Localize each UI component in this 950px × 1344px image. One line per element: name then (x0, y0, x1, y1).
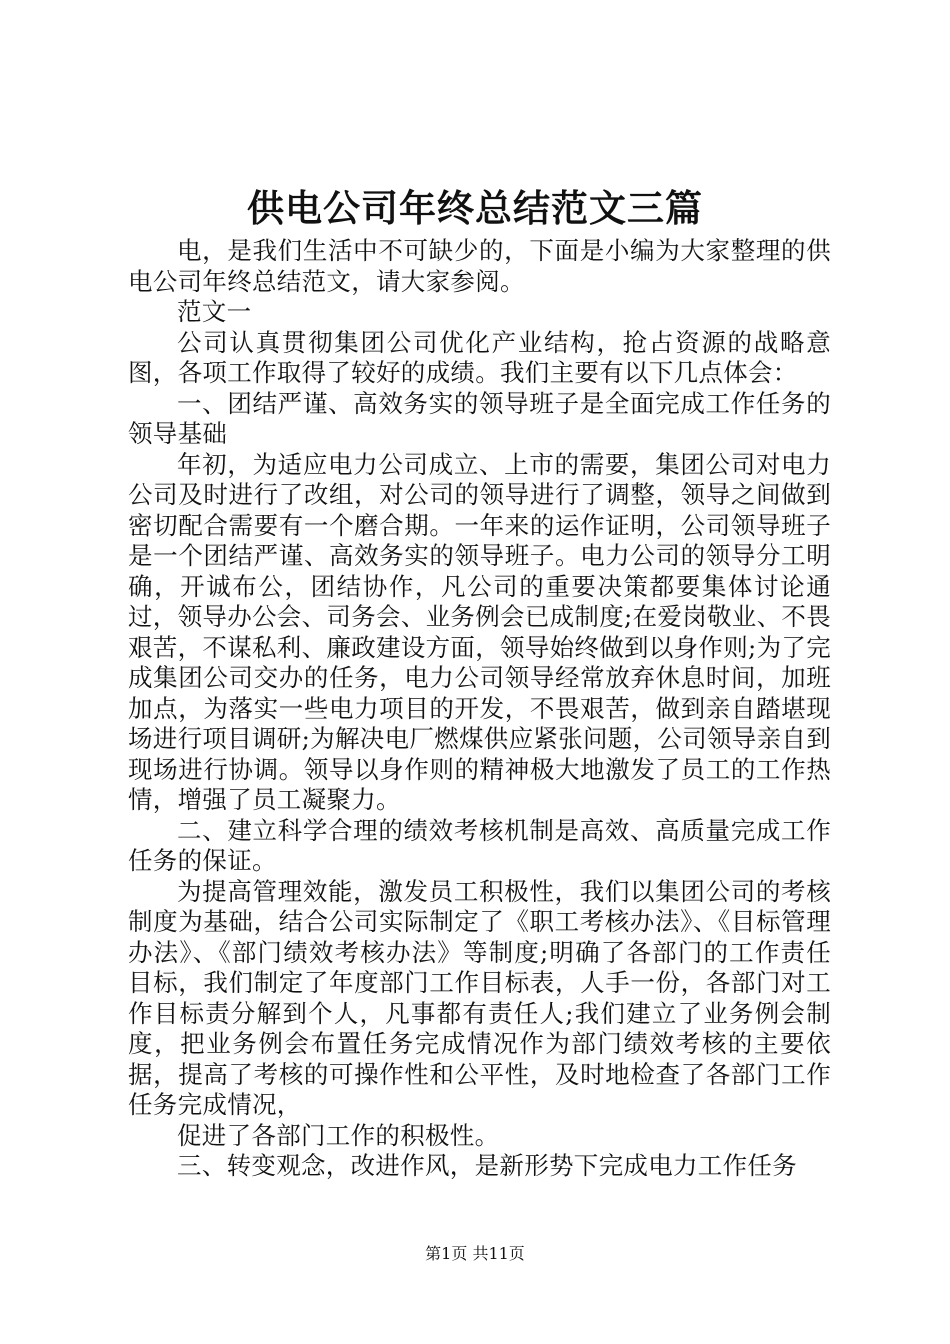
section-heading-1: 一、团结严谨、高效务实的领导班子是全面完成工作任务的领导基础 (128, 388, 831, 448)
paragraph-section-1: 年初，为适应电力公司成立、上市的需要，集团公司对电力公司及时进行了改组，对公司的领导进行了调整，领导之间做到密切配合需要有一个磨合期。一年来的运作证明，公司领导班子是一个团结严谨、高效务实的领导班子。电力公司的领导分工明确，开诚布公，团结协作，凡公司的重要决策都要集体讨论通过，领导办公会、司务会、业务例会已成制度;在爱岗敬业、不畏艰苦，不谋私利、廉政建设方面，领导始终做到以身作则;为了完成集团公司交办的任务，电力公司领导经常放弃休息时间，加班加点，为落实一些电力项目的开发，不畏艰苦，做到亲自踏堪现场进行项目调研;为解决电厂燃煤供应紧张问题，公司领导亲自到现场进行协调。领导以身作则的精神极大地激发了员工的工作热情，增强了员工凝聚力。 (128, 449, 831, 814)
document-body (128, 236, 831, 1182)
paragraph-section-2: 为提高管理效能，激发员工积极性，我们以集团公司的考核制度为基础，结合公司实际制定了《职工考核办法》、《目标管理办法》、《部门绩效考核办法》等制度;明确了各部门的工作责任目标，我们制定了年度部门工作目标表，人手一份，各部门对工作目标责分解到个人，凡事都有责任人;我们建立了业务例会制度，把业务例会布置任务完成情况作为部门绩效考核的主要依据，提高了考核的可操作性和公平性，及时地检查了各部门工作任务完成情况， (128, 876, 831, 1119)
section-heading-3: 三、转变观念，改进作风，是新形势下完成电力工作任务 (177, 1151, 797, 1180)
paragraph-section-2-continued: 促进了各部门工作的积极性。 (177, 1120, 500, 1150)
paragraph-intro: 电，是我们生活中不可缺少的，下面是小编为大家整理的供电公司年终总结范文，请大家参阅。 (128, 236, 831, 296)
page-footer: 第1页 共11页 (425, 1244, 525, 1263)
document-title: 供电公司年终总结范文三篇 (247, 186, 703, 230)
paragraph-sample-heading: 范文一 (177, 297, 252, 326)
paragraph-overview: 公司认真贯彻集团公司优化产业结构，抢占资源的战略意图，各项工作取得了较好的成绩。我们主要有以下几点体会： (128, 327, 831, 387)
section-heading-2: 二、建立科学合理的绩效考核机制是高效、高质量完成工作任务的保证。 (128, 815, 831, 875)
